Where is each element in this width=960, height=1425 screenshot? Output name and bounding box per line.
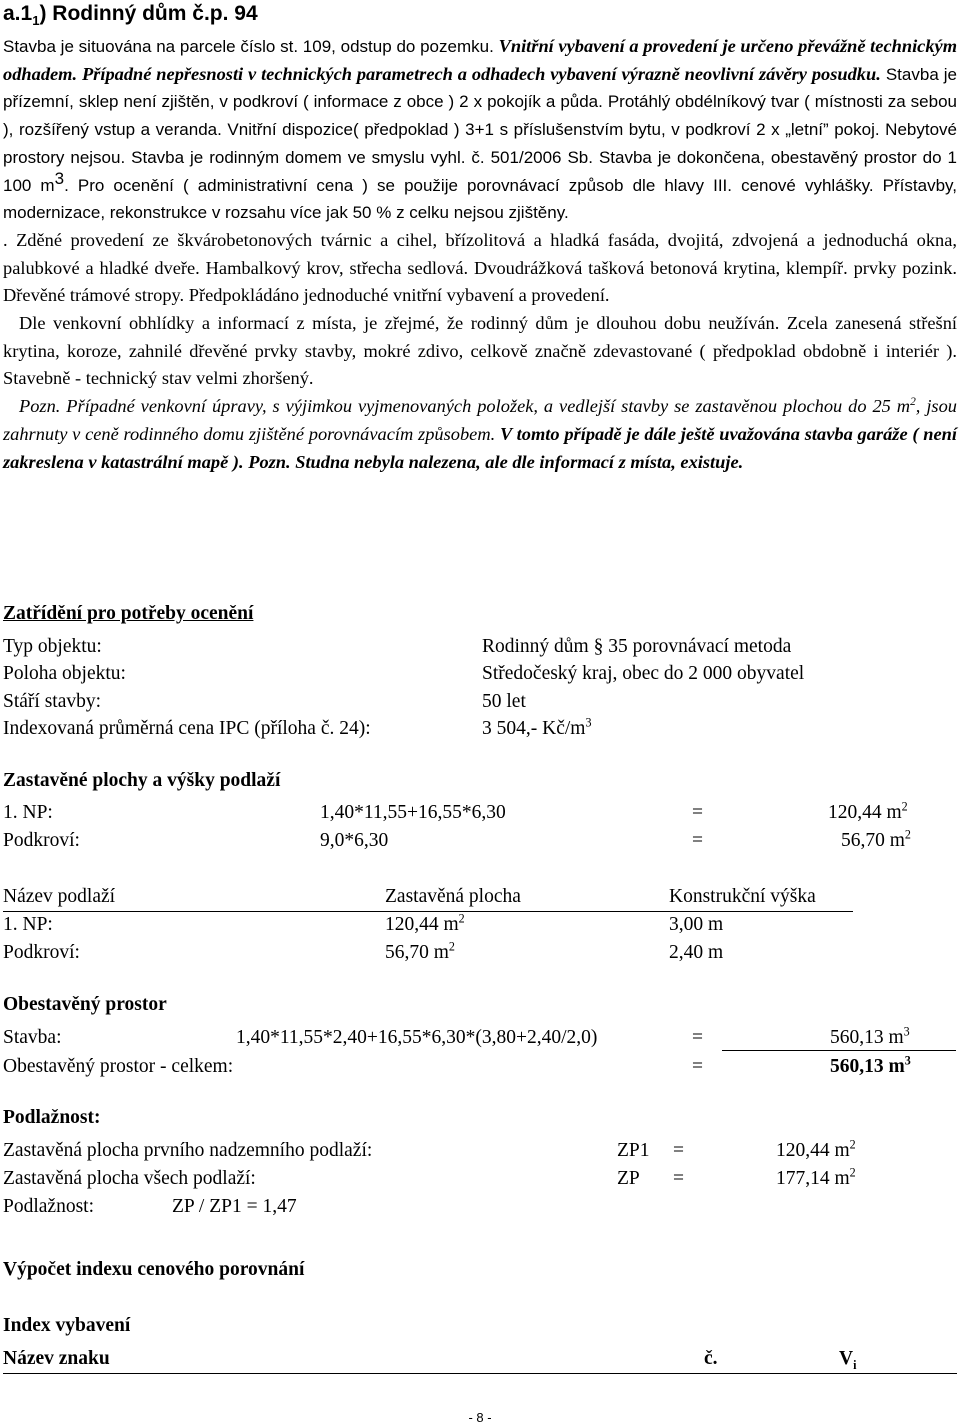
floor-ratio-result-value: ZP / ZP1 = 1,47 [172,1196,297,1217]
description-paragraph-2: . Zděné provedení ze škvárobetonových tvárnic a cihel, břízolitová a hladká fasáda, dvojitá, zdvojená a jednoduchá okna, palubkové a hladké dveře. Hambalkový krov, střecha sedlová. Dvoudrážková tašková betonová krytina, klempíř. prvky pozink. Dřevěné trámové stropy. Předpokládáno jednoduché vnitřní vybavení a provedení. [3,229,957,306]
floors-header-rule [3,911,853,912]
classification-value-location: Středočeský kraj, obec do 2 000 obyvatel [482,663,805,684]
floor-ratio-result-label: Podlažnost: [3,1196,94,1217]
volume-label-total: Obestavěný prostor - celkem: [3,1056,234,1077]
floors-row-area-attic: 56,70 $m^2$ [385,939,455,963]
floor-ratio-label-zp1: Zastavěná plocha prvního nadzemního podlaží: [3,1140,373,1161]
equipment-header-rule [3,1373,957,1374]
volume-heading: Obestavěný prostor [3,994,167,1015]
floors-row-area-1np: 120,44 $m^2$ [385,911,465,935]
floor-ratio-value-zp: 177,14 $m^2$ [776,1165,856,1189]
classification-label-location: Poloha objektu: [3,663,126,684]
floor-ratio-heading: Podlažnost: [3,1107,101,1128]
classification-value-age: 50 let [482,691,526,712]
floor-ratio-eq-zp: = [673,1168,684,1189]
floors-header-height: Konstrukční výška [669,886,816,907]
floors-row-height-attic: 2,40 m [669,942,724,963]
built-area-label-1np: 1. NP: [3,802,53,823]
volume-value-total: 560,13 $m^3$ [830,1053,911,1077]
equipment-col-name: Název znaku [3,1348,110,1369]
volume-formula-building: 1,40*11,55*2,40+16,55*6,30*(3,80+2,40/2,0) [236,1027,598,1048]
floor-ratio-value-zp1: 120,44 $m^2$ [776,1137,856,1161]
description-paragraph-3: Dle venkovní obhlídky a informací z místa, je zřejmé, že rodinný dům je dlouhou dobu neužíván. Zcela zanesená střešní krytina, koroze, zahnilé dřevěné prvky stavby, mokré zdivo, celkově značně zdevastované ( předpoklad obdobně i interiér ). Stavebně - technický stav velmi zhoršený. [3,313,957,389]
built-area-eq-1np: = [692,802,703,823]
floors-header-name: Název podlaží [3,886,116,907]
built-area-label-attic: Podkroví: [3,830,80,851]
built-area-formula-attic: 9,0*6,30 [320,830,389,851]
classification-heading: Zatřídění pro potřeby ocenění [3,603,254,624]
description-paragraph-4: Pozn. Případné venkovní úpravy, s výjimkou vyjmenovaných položek, a vedlejší stavby se zastavěnou plochou do 25 $m^2$, jsou zahrnuty v ceně rodinného domu zjištěné porovnávacím způsobem. V tomto případě je dále ještě uvažována stavba garáže ( není zakreslena v katastrální mapě ). Pozn. Studna nebyla nalezena, ale dle informací z místa, existuje. [3,396,957,472]
floors-header-area: Zastavěná plocha [385,886,521,907]
volume-eq-building: = [692,1027,703,1048]
floor-ratio-label-zp: Zastavěná plocha všech podlaží: [3,1168,256,1189]
floor-ratio-eq-zp1: = [673,1140,684,1161]
classification-label-age: Stáří stavby: [3,691,102,712]
classification-label-type: Typ objektu: [3,636,102,657]
built-areas-heading: Zastavěné plochy a výšky podlaží [3,770,281,791]
built-area-value-1np: 120,44 $m^2$ [828,799,908,823]
volume-eq-total: = [692,1056,703,1077]
description-paragraph-1: Stavba je situována na parcele číslo st. 109, odstup do pozemku. Vnitřní vybavení a provedení je určeno převážně technickým odhadem. Případné nepřesnosti v technických parametrech a odhadech vybavení výrazně neovlivní závěry posudku. Stavba je přízemní, sklep není zjištěn, v podkroví ( informace z obce ) 2 x pokojík a půda. Protáhlý obdélníkový tvar ( místnosti za sebou ), rozšířený vstup a veranda. Vnitřní dispozice( předpoklad ) 3+1 s příslušenstvím bytu, v podkroví 2 x „letní” pokoj. Nebytové prostory nejsou. Stavba je rodinným domem ve smyslu vyhl. č. 501/2006 Sb. Stavba je dokončena, obestavěný prostor do 1 100 $m^3$. Pro ocenění ( administrativní cena ) se použije porovnávací způsob dle hlavy III. cenové vyhlášky. Přístavby, modernizace, rekonstrukce v rozsahu více jak 50 % z celku nejsou zjištěny. [3,36,958,223]
equipment-col-value: $V_i$ [839,1348,857,1372]
volume-label-building: Stavba: [3,1027,62,1048]
floors-row-height-1np: 3,00 m [669,914,724,935]
volume-sum-rule [722,1050,956,1051]
built-area-value-attic: 56,70 $m^2$ [841,827,911,851]
classification-value-type: Rodinný dům § 35 porovnávací metoda [482,636,792,657]
floors-row-name-attic: Podkroví: [3,942,80,963]
volume-value-building: 560,13 $m^3$ [830,1024,910,1048]
floors-row-name-1np: 1. NP: [3,914,53,935]
equipment-heading: Index vybavení [3,1315,131,1336]
page-number: - 8 - [468,1410,492,1425]
classification-value-ipc: 3 504,- $Kč/m^3$ [482,715,592,739]
floor-ratio-code-zp: ZP [617,1168,640,1189]
description-text [3,33,957,476]
floor-ratio-code-zp1: ZP1 [617,1140,650,1161]
built-area-formula-1np: 1,40*11,55+16,55*6,30 [320,802,506,823]
comparison-heading: Výpočet indexu cenového porovnání [3,1259,305,1280]
section-title: $a.1_1$) Rodinný dům č.p. 94 [3,2,258,29]
built-area-eq-attic: = [692,830,703,851]
classification-label-ipc: Indexovaná průměrná cena IPC (příloha č. 24): [3,718,371,739]
equipment-col-number: č. [704,1348,718,1369]
